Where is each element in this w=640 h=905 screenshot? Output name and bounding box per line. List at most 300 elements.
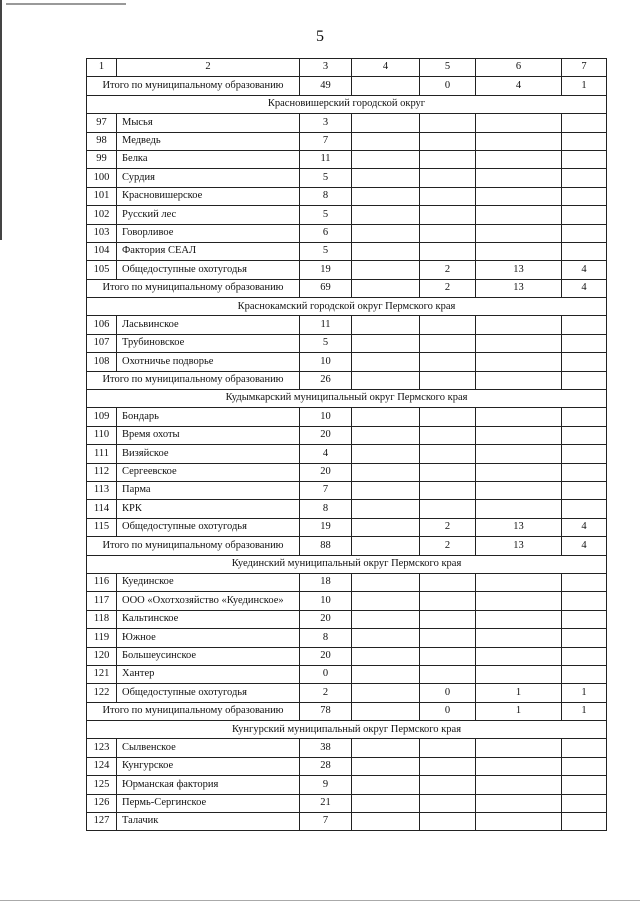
table-row [87, 757, 607, 775]
table-row [87, 518, 607, 536]
section-title: Кудымкарский муниципальный округ Пермского края [87, 390, 607, 408]
row-cell-4 [352, 408, 420, 426]
row-cell-4 [352, 500, 420, 518]
section-title: Кунгурский муниципальный округ Пермского края [87, 721, 607, 739]
row-cell-5 [420, 426, 476, 444]
row-cell-6 [476, 426, 562, 444]
row-cell-6 [476, 757, 562, 775]
row-cell-5 [420, 813, 476, 831]
total-cell-6: 13 [476, 279, 562, 297]
table-row [87, 316, 607, 334]
row-name: Юрманская фактория [117, 776, 300, 794]
row-cell-5 [420, 316, 476, 334]
row-name: Пермь-Сергинское [117, 794, 300, 812]
row-cell-7 [562, 187, 607, 205]
row-cell-3: 3 [300, 114, 352, 132]
table-row [87, 684, 607, 702]
row-number: 99 [87, 150, 117, 168]
row-cell-4 [352, 334, 420, 352]
row-name: Кунгурское [117, 757, 300, 775]
row-cell-7 [562, 573, 607, 591]
row-number: 126 [87, 794, 117, 812]
table-row [87, 150, 607, 168]
row-number: 114 [87, 500, 117, 518]
total-label: Итого по муниципальному образованию [87, 279, 300, 297]
header-cell: 4 [352, 59, 420, 77]
row-cell-4 [352, 445, 420, 463]
row-cell-7 [562, 206, 607, 224]
total-label: Итого по муниципальному образованию [87, 77, 300, 95]
row-cell-7 [562, 739, 607, 757]
row-cell-3: 6 [300, 224, 352, 242]
total-cell-6 [476, 371, 562, 389]
row-cell-4 [352, 739, 420, 757]
row-number: 97 [87, 114, 117, 132]
row-cell-3: 19 [300, 261, 352, 279]
table-row [87, 665, 607, 683]
total-cell-7: 1 [562, 77, 607, 95]
total-cell-6: 13 [476, 537, 562, 555]
row-cell-4 [352, 169, 420, 187]
section-title: Красновишерский городской округ [87, 95, 607, 113]
row-cell-4 [352, 518, 420, 536]
row-cell-3: 10 [300, 353, 352, 371]
row-cell-4 [352, 573, 420, 591]
row-name: Южное [117, 629, 300, 647]
total-cell-4 [352, 279, 420, 297]
row-cell-7: 1 [562, 684, 607, 702]
row-cell-5: 0 [420, 684, 476, 702]
table-row [87, 242, 607, 260]
row-cell-7 [562, 500, 607, 518]
row-number: 113 [87, 481, 117, 499]
row-cell-4 [352, 114, 420, 132]
total-cell-7 [562, 371, 607, 389]
row-cell-4 [352, 463, 420, 481]
row-name: Большеусинское [117, 647, 300, 665]
table-row [87, 334, 607, 352]
row-cell-7 [562, 224, 607, 242]
row-cell-6 [476, 114, 562, 132]
row-number: 110 [87, 426, 117, 444]
row-cell-4 [352, 242, 420, 260]
row-cell-5 [420, 132, 476, 150]
table-row [87, 813, 607, 831]
row-name: Охотничье подворье [117, 353, 300, 371]
table-row [87, 794, 607, 812]
row-cell-7 [562, 647, 607, 665]
row-cell-5 [420, 334, 476, 352]
table-row [87, 739, 607, 757]
row-cell-4 [352, 665, 420, 683]
row-cell-4 [352, 776, 420, 794]
row-cell-3: 10 [300, 408, 352, 426]
row-cell-7 [562, 610, 607, 628]
row-cell-7 [562, 463, 607, 481]
row-name: Белка [117, 150, 300, 168]
row-cell-5 [420, 757, 476, 775]
row-cell-3: 5 [300, 206, 352, 224]
section-title: Краснокамский городской округ Пермского края [87, 298, 607, 316]
row-cell-6 [476, 150, 562, 168]
row-name: Говорливое [117, 224, 300, 242]
row-cell-7 [562, 334, 607, 352]
row-cell-6 [476, 739, 562, 757]
table-row [87, 647, 607, 665]
total-row [87, 537, 607, 555]
row-cell-7 [562, 408, 607, 426]
row-name: Сурдия [117, 169, 300, 187]
row-cell-6 [476, 242, 562, 260]
section-header-row [87, 390, 607, 408]
row-number: 124 [87, 757, 117, 775]
row-name: Русский лес [117, 206, 300, 224]
row-cell-5 [420, 224, 476, 242]
table-row [87, 224, 607, 242]
row-name: Общедоступные охотугодья [117, 261, 300, 279]
row-cell-6 [476, 481, 562, 499]
row-cell-5 [420, 242, 476, 260]
row-number: 123 [87, 739, 117, 757]
row-number: 106 [87, 316, 117, 334]
total-row [87, 279, 607, 297]
hunting-grounds-table [86, 58, 607, 831]
row-cell-6 [476, 610, 562, 628]
row-cell-7 [562, 757, 607, 775]
row-cell-6: 1 [476, 684, 562, 702]
row-cell-7 [562, 242, 607, 260]
row-number: 127 [87, 813, 117, 831]
table-row [87, 610, 607, 628]
total-cell-7: 4 [562, 279, 607, 297]
total-row [87, 371, 607, 389]
scan-top-mark [6, 3, 126, 5]
total-cell-5: 2 [420, 537, 476, 555]
row-cell-4 [352, 629, 420, 647]
row-cell-7: 4 [562, 261, 607, 279]
total-cell-4 [352, 371, 420, 389]
row-cell-6 [476, 794, 562, 812]
row-cell-5 [420, 408, 476, 426]
header-cell: 5 [420, 59, 476, 77]
row-cell-6 [476, 408, 562, 426]
row-cell-3: 18 [300, 573, 352, 591]
row-number: 111 [87, 445, 117, 463]
row-cell-7 [562, 316, 607, 334]
row-name: Красновишерское [117, 187, 300, 205]
page-number: 5 [316, 28, 324, 45]
row-cell-4 [352, 610, 420, 628]
row-number: 120 [87, 647, 117, 665]
row-cell-5 [420, 665, 476, 683]
table-row [87, 463, 607, 481]
row-name: Визяйское [117, 445, 300, 463]
row-cell-6 [476, 592, 562, 610]
row-cell-6 [476, 224, 562, 242]
table-row [87, 592, 607, 610]
row-number: 122 [87, 684, 117, 702]
row-number: 109 [87, 408, 117, 426]
total-cell-4 [352, 537, 420, 555]
row-cell-7 [562, 426, 607, 444]
section-header-row [87, 555, 607, 573]
row-cell-6 [476, 353, 562, 371]
row-cell-4 [352, 187, 420, 205]
row-name: Трубиновское [117, 334, 300, 352]
row-cell-3: 19 [300, 518, 352, 536]
row-cell-4 [352, 757, 420, 775]
row-cell-5 [420, 610, 476, 628]
row-cell-6 [476, 463, 562, 481]
row-cell-3: 20 [300, 610, 352, 628]
table-row [87, 481, 607, 499]
row-cell-6 [476, 776, 562, 794]
row-cell-3: 0 [300, 665, 352, 683]
row-number: 102 [87, 206, 117, 224]
row-cell-7 [562, 150, 607, 168]
row-cell-4 [352, 224, 420, 242]
row-name: ООО «Охотхозяйство «Куединское» [117, 592, 300, 610]
row-cell-7: 4 [562, 518, 607, 536]
row-cell-3: 7 [300, 481, 352, 499]
row-cell-3: 28 [300, 757, 352, 775]
table-row [87, 206, 607, 224]
row-name: Время охоты [117, 426, 300, 444]
total-label: Итого по муниципальному образованию [87, 537, 300, 555]
row-cell-3: 38 [300, 739, 352, 757]
row-name: Парма [117, 481, 300, 499]
row-cell-4 [352, 261, 420, 279]
row-cell-5 [420, 463, 476, 481]
row-cell-3: 7 [300, 813, 352, 831]
row-number: 104 [87, 242, 117, 260]
total-cell-4 [352, 702, 420, 720]
row-cell-5 [420, 187, 476, 205]
row-cell-6 [476, 445, 562, 463]
total-cell-3: 78 [300, 702, 352, 720]
row-name: Сергеевское [117, 463, 300, 481]
row-number: 116 [87, 573, 117, 591]
row-cell-5: 2 [420, 261, 476, 279]
row-number: 103 [87, 224, 117, 242]
row-cell-5 [420, 739, 476, 757]
row-cell-5 [420, 353, 476, 371]
row-cell-6 [476, 187, 562, 205]
row-cell-7 [562, 353, 607, 371]
row-cell-3: 2 [300, 684, 352, 702]
row-name: Куединское [117, 573, 300, 591]
total-cell-7: 4 [562, 537, 607, 555]
row-cell-3: 10 [300, 592, 352, 610]
row-cell-5 [420, 794, 476, 812]
row-cell-3: 11 [300, 150, 352, 168]
row-cell-3: 8 [300, 629, 352, 647]
row-name: Общедоступные охотугодья [117, 518, 300, 536]
row-cell-5 [420, 592, 476, 610]
row-number: 107 [87, 334, 117, 352]
row-cell-3: 21 [300, 794, 352, 812]
row-name: КРК [117, 500, 300, 518]
row-number: 105 [87, 261, 117, 279]
total-row [87, 702, 607, 720]
row-cell-5 [420, 445, 476, 463]
section-header-row [87, 298, 607, 316]
row-number: 119 [87, 629, 117, 647]
row-cell-5: 2 [420, 518, 476, 536]
row-cell-6 [476, 647, 562, 665]
row-cell-5 [420, 114, 476, 132]
row-cell-4 [352, 132, 420, 150]
table-row [87, 169, 607, 187]
row-cell-4 [352, 647, 420, 665]
row-name: Талачик [117, 813, 300, 831]
row-cell-5 [420, 573, 476, 591]
row-cell-7 [562, 114, 607, 132]
section-title: Куединский муниципальный округ Пермского края [87, 555, 607, 573]
row-number: 101 [87, 187, 117, 205]
header-cell: 3 [300, 59, 352, 77]
row-cell-4 [352, 316, 420, 334]
total-cell-5: 0 [420, 702, 476, 720]
row-cell-6 [476, 629, 562, 647]
row-cell-4 [352, 813, 420, 831]
row-cell-6 [476, 206, 562, 224]
section-header-row [87, 721, 607, 739]
total-cell-3: 88 [300, 537, 352, 555]
row-cell-3: 11 [300, 316, 352, 334]
row-name: Хантер [117, 665, 300, 683]
row-cell-6 [476, 813, 562, 831]
row-cell-4 [352, 206, 420, 224]
row-cell-6: 13 [476, 518, 562, 536]
row-number: 117 [87, 592, 117, 610]
scan-bottom-mark [0, 900, 640, 901]
row-cell-6: 13 [476, 261, 562, 279]
row-cell-5 [420, 169, 476, 187]
row-cell-4 [352, 684, 420, 702]
table-body [87, 59, 607, 831]
table-row [87, 187, 607, 205]
total-cell-6: 4 [476, 77, 562, 95]
row-cell-7 [562, 629, 607, 647]
header-cell: 2 [117, 59, 300, 77]
total-row [87, 77, 607, 95]
row-number: 108 [87, 353, 117, 371]
row-cell-4 [352, 353, 420, 371]
row-cell-6 [476, 500, 562, 518]
row-name: Общедоступные охотугодья [117, 684, 300, 702]
table-row [87, 261, 607, 279]
row-number: 112 [87, 463, 117, 481]
row-name: Сылвенское [117, 739, 300, 757]
total-label: Итого по муниципальному образованию [87, 371, 300, 389]
row-cell-7 [562, 592, 607, 610]
row-cell-6 [476, 573, 562, 591]
row-cell-7 [562, 776, 607, 794]
table-header-row [87, 59, 607, 77]
total-cell-5: 2 [420, 279, 476, 297]
row-cell-7 [562, 665, 607, 683]
row-cell-7 [562, 445, 607, 463]
table-row [87, 353, 607, 371]
row-name: Кальтинское [117, 610, 300, 628]
row-name: Бондарь [117, 408, 300, 426]
table-row [87, 445, 607, 463]
row-cell-3: 9 [300, 776, 352, 794]
row-name: Фактория СЕАЛ [117, 242, 300, 260]
row-cell-4 [352, 592, 420, 610]
table-row [87, 132, 607, 150]
table-row [87, 629, 607, 647]
total-cell-5 [420, 371, 476, 389]
row-name: Ласьвинское [117, 316, 300, 334]
table-row [87, 500, 607, 518]
row-cell-3: 5 [300, 169, 352, 187]
row-cell-5 [420, 150, 476, 168]
row-cell-7 [562, 813, 607, 831]
row-number: 100 [87, 169, 117, 187]
row-cell-7 [562, 794, 607, 812]
row-cell-7 [562, 481, 607, 499]
table-row [87, 426, 607, 444]
table-row [87, 776, 607, 794]
row-cell-6 [476, 665, 562, 683]
total-cell-3: 26 [300, 371, 352, 389]
row-cell-5 [420, 481, 476, 499]
row-cell-5 [420, 776, 476, 794]
total-label: Итого по муниципальному образованию [87, 702, 300, 720]
row-cell-3: 8 [300, 187, 352, 205]
row-cell-6 [476, 334, 562, 352]
row-cell-5 [420, 206, 476, 224]
row-cell-3: 7 [300, 132, 352, 150]
row-name: Медведь [117, 132, 300, 150]
table-row [87, 114, 607, 132]
row-number: 98 [87, 132, 117, 150]
header-cell: 6 [476, 59, 562, 77]
row-cell-7 [562, 132, 607, 150]
row-cell-3: 5 [300, 334, 352, 352]
row-cell-6 [476, 169, 562, 187]
row-cell-7 [562, 169, 607, 187]
row-number: 125 [87, 776, 117, 794]
row-number: 121 [87, 665, 117, 683]
total-cell-3: 69 [300, 279, 352, 297]
row-cell-3: 5 [300, 242, 352, 260]
row-cell-3: 20 [300, 463, 352, 481]
table-row [87, 408, 607, 426]
total-cell-6: 1 [476, 702, 562, 720]
total-cell-5: 0 [420, 77, 476, 95]
total-cell-7: 1 [562, 702, 607, 720]
row-cell-4 [352, 481, 420, 499]
row-cell-5 [420, 629, 476, 647]
row-cell-5 [420, 647, 476, 665]
row-cell-3: 20 [300, 426, 352, 444]
section-header-row [87, 95, 607, 113]
row-cell-4 [352, 794, 420, 812]
row-cell-6 [476, 316, 562, 334]
row-cell-4 [352, 150, 420, 168]
row-cell-3: 4 [300, 445, 352, 463]
header-cell: 1 [87, 59, 117, 77]
total-cell-3: 49 [300, 77, 352, 95]
row-name: Мысья [117, 114, 300, 132]
row-cell-3: 8 [300, 500, 352, 518]
row-cell-3: 20 [300, 647, 352, 665]
row-cell-6 [476, 132, 562, 150]
row-cell-4 [352, 426, 420, 444]
